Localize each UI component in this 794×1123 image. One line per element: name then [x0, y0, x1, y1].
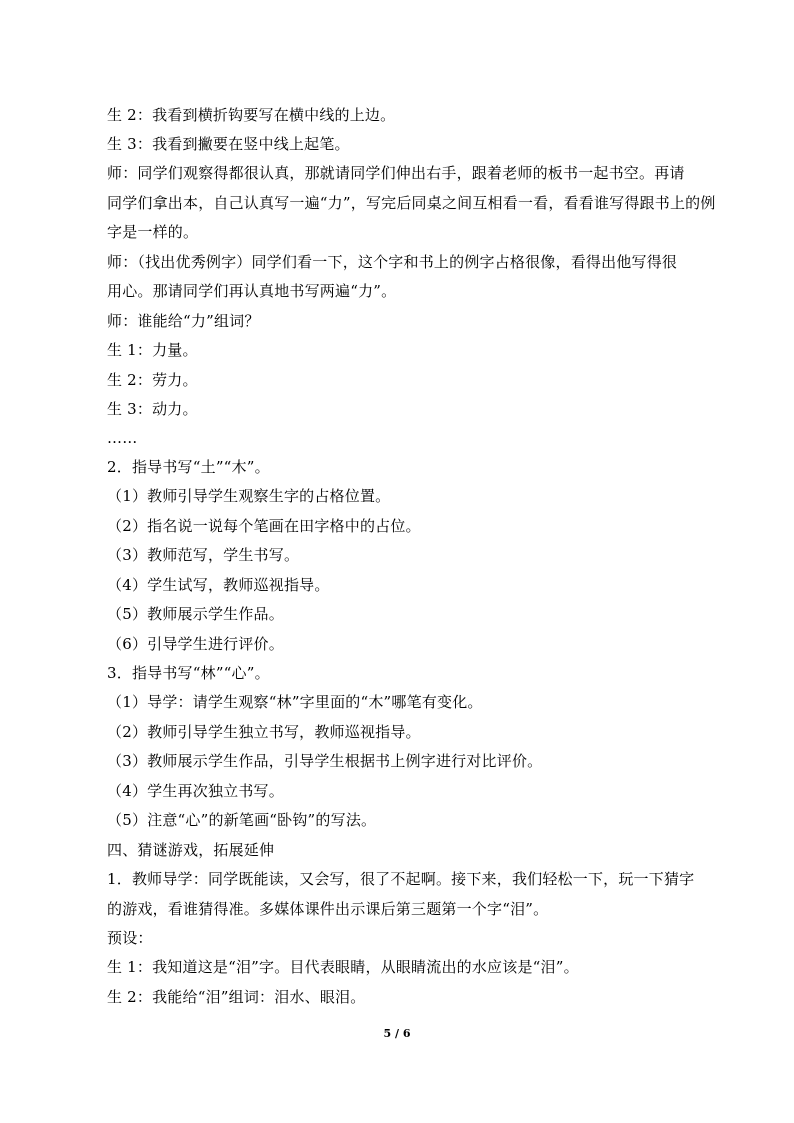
text-line: （4）学生再次独立书写。 [107, 782, 284, 800]
text-line: 生 2：我能给“泪”组词：泪水、眼泪。 [107, 988, 366, 1006]
text-line: 预设： [107, 929, 153, 947]
text-line: …… [107, 429, 138, 447]
text-line: 字是一样的。 [107, 223, 199, 241]
text-line: 生 1：力量。 [107, 341, 198, 359]
text-line: 2．指导书写“土”“木”。 [107, 458, 270, 476]
text-line: 生 3：我看到撇要在竖中线上起笔。 [107, 135, 350, 153]
text-line: （3）教师展示学生作品，引导学生根据书上例字进行对比评价。 [107, 752, 543, 770]
page-number: 5 / 6 [383, 1027, 411, 1040]
text-line: 生 2：我看到横折钩要写在横中线的上边。 [107, 106, 396, 124]
text-line: 用心。那请同学们再认真地书写两遍“力”。 [107, 282, 397, 300]
text-line: （5）教师展示学生作品。 [107, 605, 284, 623]
text-line: （2）指名说一说每个笔画在田字格中的占位。 [107, 517, 421, 535]
text-line: 的游戏，看谁猜得准。多媒体课件出示课后第三题第一个字“泪”。 [107, 900, 549, 918]
text-line: （3）教师范写，学生书写。 [107, 546, 300, 564]
section-heading: 四、猜谜游戏，拓展延伸 [107, 841, 275, 859]
text-line: （1）教师引导学生观察生字的占格位置。 [107, 487, 391, 505]
text-line: （1）导学：请学生观察“林”字里面的“木”哪笔有变化。 [107, 693, 483, 711]
text-line: 生 1：我知道这是“泪”字。目代表眼睛，从眼睛流出的水应该是“泪”。 [107, 958, 579, 976]
text-line: （6）引导学生进行评价。 [107, 635, 284, 653]
text-line: （5）注意“心”的新笔画“卧钩”的写法。 [107, 811, 377, 829]
text-line: 师：同学们观察得都很认真，那就请同学们伸出右手，跟着老师的板书一起书空。再请 [107, 164, 685, 182]
text-line: 师：谁能给“力”组词？ [107, 312, 260, 330]
text-line: 生 3：动力。 [107, 400, 198, 418]
text-line: 3．指导书写“林”“心”。 [107, 664, 270, 682]
text-line: 师：（找出优秀例字）同学们看一下，这个字和书上的例字占格很像，看得出他写得很 [107, 253, 678, 271]
text-line: （4）学生试写，教师巡视指导。 [107, 576, 330, 594]
text-line: 同学们拿出本，自己认真写一遍“力”，写完后同桌之间互相看一看，看看谁写得跟书上的例 [107, 194, 716, 212]
text-line: 1．教师导学：同学既能读，又会写，很了不起啊。接下来，我们轻松一下，玩一下猜字 [107, 870, 695, 888]
text-line: 生 2：劳力。 [107, 371, 198, 389]
text-line: （2）教师引导学生独立书写，教师巡视指导。 [107, 723, 421, 741]
